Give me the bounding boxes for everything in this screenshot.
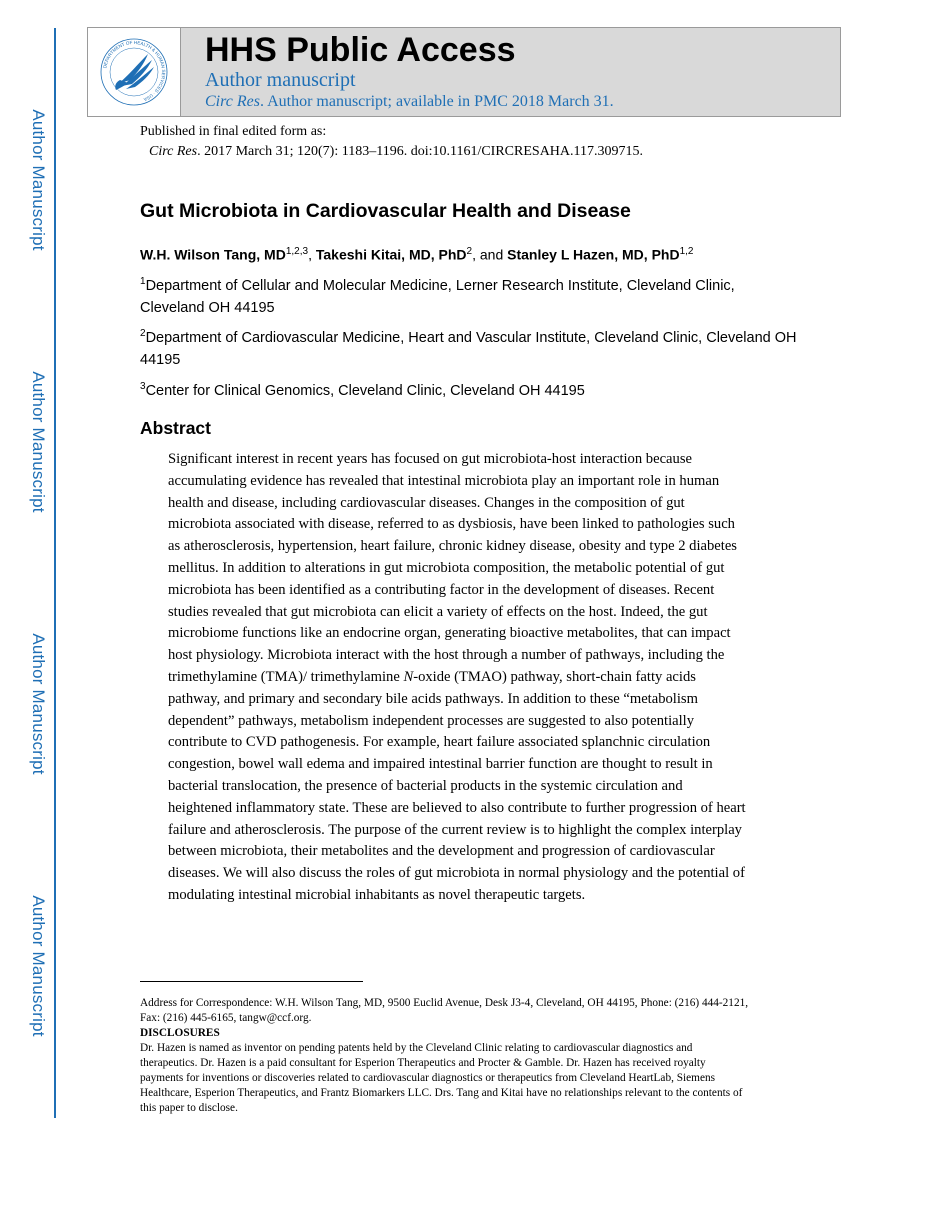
disclosure-line: this paper to disclose.: [140, 1102, 238, 1114]
affiliation-text: Department of Cellular and Molecular Medicine, Lerner Research Institute, Cleveland Clinic, Cleveland OH 44195: [140, 277, 735, 316]
abstract-line: between microbiota, their metabolites and the development and progression of cardiovascular: [168, 843, 715, 860]
author-separator: , and: [472, 246, 508, 263]
abstract-line: modulating intestinal microbial inhabitants as novel therapeutic targets.: [168, 886, 586, 903]
abstract-line: health and disease, including cardiovascular diseases. Changes in the composition of gut: [168, 494, 685, 511]
seal-ring-text: DEPARTMENT OF HEALTH & HUMAN SERVICES · USA: [102, 39, 167, 103]
disclosure-line: payments for inventions or discoveries related to cardiovascular diagnostics or therapeutics from Cleveland HeartLab, Siemens: [140, 1072, 716, 1084]
abstract-line: diseases. We will also discuss the roles of gut microbiota in normal physiology and the potential of: [168, 865, 745, 882]
abstract-line: failure and atherosclerosis. The purpose of the current review is to highlight the complex interplay: [168, 821, 742, 838]
author-affil-sup: 1,2,3: [285, 246, 309, 257]
hhs-seal-icon: [98, 36, 170, 108]
published-label: Published in final edited form as:: [140, 124, 327, 139]
paper-title: Gut Microbiota in Cardiovascular Health and Disease: [140, 200, 631, 222]
abstract-line: microbiota has been identified as a contributing factor in the development of diseases. Recent: [168, 581, 715, 598]
disclosures-heading: DISCLOSURES: [140, 1027, 220, 1039]
abstract-line: host physiology. Microbiota interact with the host through a number of pathways, including the: [168, 647, 725, 664]
disclosure-line: Healthcare, Esperion Therapeutics, and Frantz Biomarkers LLC. Drs. Tang and Kitai have no relationships relevant to the contents of: [140, 1087, 743, 1099]
abstract-line: mellitus. In addition to alterations in gut microbiota composition, the metabolic potential of gut: [168, 559, 725, 576]
author-manuscript-label: Author manuscript: [205, 69, 356, 91]
abstract-text: trimethylamine (TMA)/ trimethylamine: [168, 668, 404, 685]
abstract-line: accumulating evidence has revealed that intestinal microbiota play an important role in human: [168, 472, 720, 489]
margin-label-text: Author Manuscript: [29, 371, 48, 513]
affiliation-text: Center for Clinical Genomics, Cleveland Clinic, Cleveland OH 44195: [145, 382, 585, 399]
abstract-line: pathway, and primary and secondary bile acids pathways. In addition to these “metabolism: [168, 690, 698, 707]
abstract-line: heightened inflammatory state. These are believed to also contribute to further progression of heart: [168, 799, 746, 816]
author-name: W.H. Wilson Tang, MD: [140, 246, 286, 263]
abstract-line: congestion, bowel wall edema and impaired intestinal barrier function are thought to result in: [168, 756, 713, 773]
hhs-header: [87, 27, 841, 117]
correspondence-line: Fax: (216) 445-6165, tangw@ccf.org.: [140, 1012, 312, 1024]
abstract-line: studies revealed that gut microbiota can elicit a variety of effects on the host. Indeed, the gut: [168, 603, 708, 620]
abstract-text: -oxide (TMAO) pathway, short-chain fatty acids: [413, 668, 696, 685]
author-affil-sup: 2: [466, 246, 473, 257]
author-list: [140, 246, 693, 263]
affiliation-text: Department of Cardiovascular Medicine, Heart and Vascular Institute, Cleveland Clinic, Cleveland OH 44195: [140, 329, 797, 368]
author-affil-sup: 1,2: [679, 246, 694, 257]
affiliation-number: 3: [140, 381, 146, 392]
abstract-line: dependent” pathways, metabolism independent processes are suggested to also potentially: [168, 712, 695, 729]
affiliation-number: 1: [140, 276, 146, 287]
abstract-line: as atherosclerosis, hypertension, heart failure, chronic kidney disease, obesity and type 2 diabetes: [168, 538, 737, 555]
author-name: Stanley L Hazen, MD, PhD: [507, 246, 680, 263]
availability-line: [205, 92, 614, 112]
citation: [140, 142, 643, 162]
author-separator: ,: [308, 246, 316, 263]
availability-text: . Author manuscript; available in PMC 2018 March 31.: [259, 93, 614, 110]
abstract-body: [168, 449, 790, 907]
citation-journal: Circ Res: [149, 144, 198, 159]
affiliation-3: [140, 376, 800, 402]
abstract-line: [168, 667, 790, 689]
hhs-logo: [88, 28, 181, 116]
published-block: [140, 122, 643, 162]
correspondence-line: Address for Correspondence: W.H. Wilson Tang, MD, 9500 Euclid Avenue, Desk J3-4, Cleveland, OH 44195, Phone: (216) 444-2121,: [140, 997, 749, 1009]
affiliation-number: 2: [140, 328, 146, 339]
margin-label-text: Author Manuscript: [29, 895, 48, 1037]
abstract-heading: Abstract: [140, 418, 211, 438]
abstract-line: bacterial translocation, the presence of bacterial products in the systemic circulation and: [168, 777, 683, 794]
footnote-divider: [140, 981, 363, 982]
abstract-line: microbiome functions like an endocrine organ, generating bioactive metabolites, that can impact: [168, 625, 731, 642]
footnotes: [140, 996, 820, 1116]
disclosure-line: therapeutics. Dr. Hazen is a paid consultant for Esperion Therapeutics and Procter & Gamble. Dr. Hazen has received royalty: [140, 1057, 706, 1069]
hhs-title: HHS Public Access: [205, 31, 516, 69]
margin-rule: [54, 28, 56, 1118]
abstract-line: microbiota associated with disease, referred to as dysbiosis, have been linked to pathologies such: [168, 516, 735, 533]
abstract-line: contribute to CVD pathogenesis. For example, heart failure associated splanchnic circulation: [168, 734, 711, 751]
affiliation-2: [140, 323, 800, 371]
margin-label-text: Author Manuscript: [29, 633, 48, 775]
abstract-line: Significant interest in recent years has focused on gut microbiota-host interaction because: [168, 451, 692, 467]
citation-text: . 2017 March 31; 120(7): 1183–1196. doi:10.1161/CIRCRESAHA.117.309715.: [197, 144, 644, 159]
affiliation-1: [140, 271, 800, 319]
journal-name: Circ Res: [205, 93, 260, 110]
disclosure-line: Dr. Hazen is named as inventor on pending patents held by the Cleveland Clinic relating to cardiovascular diagnostics and: [140, 1042, 693, 1054]
margin-label-text: Author Manuscript: [29, 109, 48, 251]
abstract-italic: N: [403, 668, 414, 685]
author-name: Takeshi Kitai, MD, PhD: [315, 246, 467, 263]
